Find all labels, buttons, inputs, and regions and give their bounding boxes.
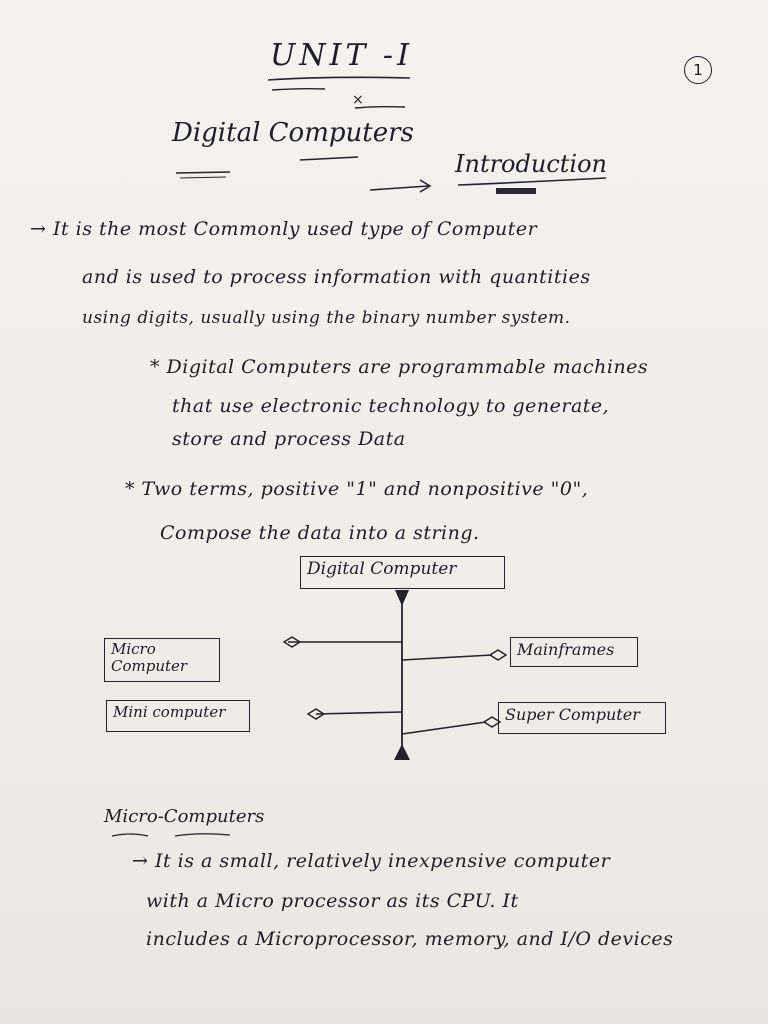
page-number: 1 bbox=[684, 56, 712, 84]
bullet-b-line-2: Compose the data into a string. bbox=[160, 522, 480, 544]
intro-line-2: and is used to process information with quantities bbox=[82, 266, 591, 288]
bullet-a-line-2: that use electronic technology to generate, bbox=[172, 395, 610, 417]
intro-line-3: using digits, usually using the binary number system. bbox=[82, 308, 571, 328]
topic-title: Digital Computers bbox=[172, 118, 414, 148]
unit-title: UNIT -I bbox=[270, 38, 413, 73]
bullet-b-line-1: * Two terms, positive "1" and nonpositive "0", bbox=[125, 478, 589, 500]
diagram-root-digital-computer: Digital Computer bbox=[300, 556, 505, 589]
diagram-micro-computer: Micro Computer bbox=[104, 638, 220, 682]
svg-text:×: × bbox=[352, 92, 364, 108]
micro-line-2: with a Micro processor as its CPU. It bbox=[146, 890, 519, 912]
diagram-mini-computer: Mini computer bbox=[106, 700, 250, 732]
micro-line-3: includes a Microprocessor, memory, and I/O devices bbox=[146, 928, 674, 950]
intro-line-1: → It is the most Commonly used type of Computer bbox=[30, 218, 538, 240]
bullet-a-line-3: store and process Data bbox=[172, 428, 406, 450]
diagram-super-computer: Super Computer bbox=[498, 702, 666, 734]
section-title: Introduction bbox=[455, 150, 607, 178]
micro-line-1: → It is a small, relatively inexpensive computer bbox=[132, 850, 611, 872]
bullet-a-line-1: * Digital Computers are programmable machines bbox=[150, 356, 649, 378]
diagram-mainframes: Mainframes bbox=[510, 637, 638, 667]
micro-heading: Micro-Computers bbox=[104, 806, 265, 827]
